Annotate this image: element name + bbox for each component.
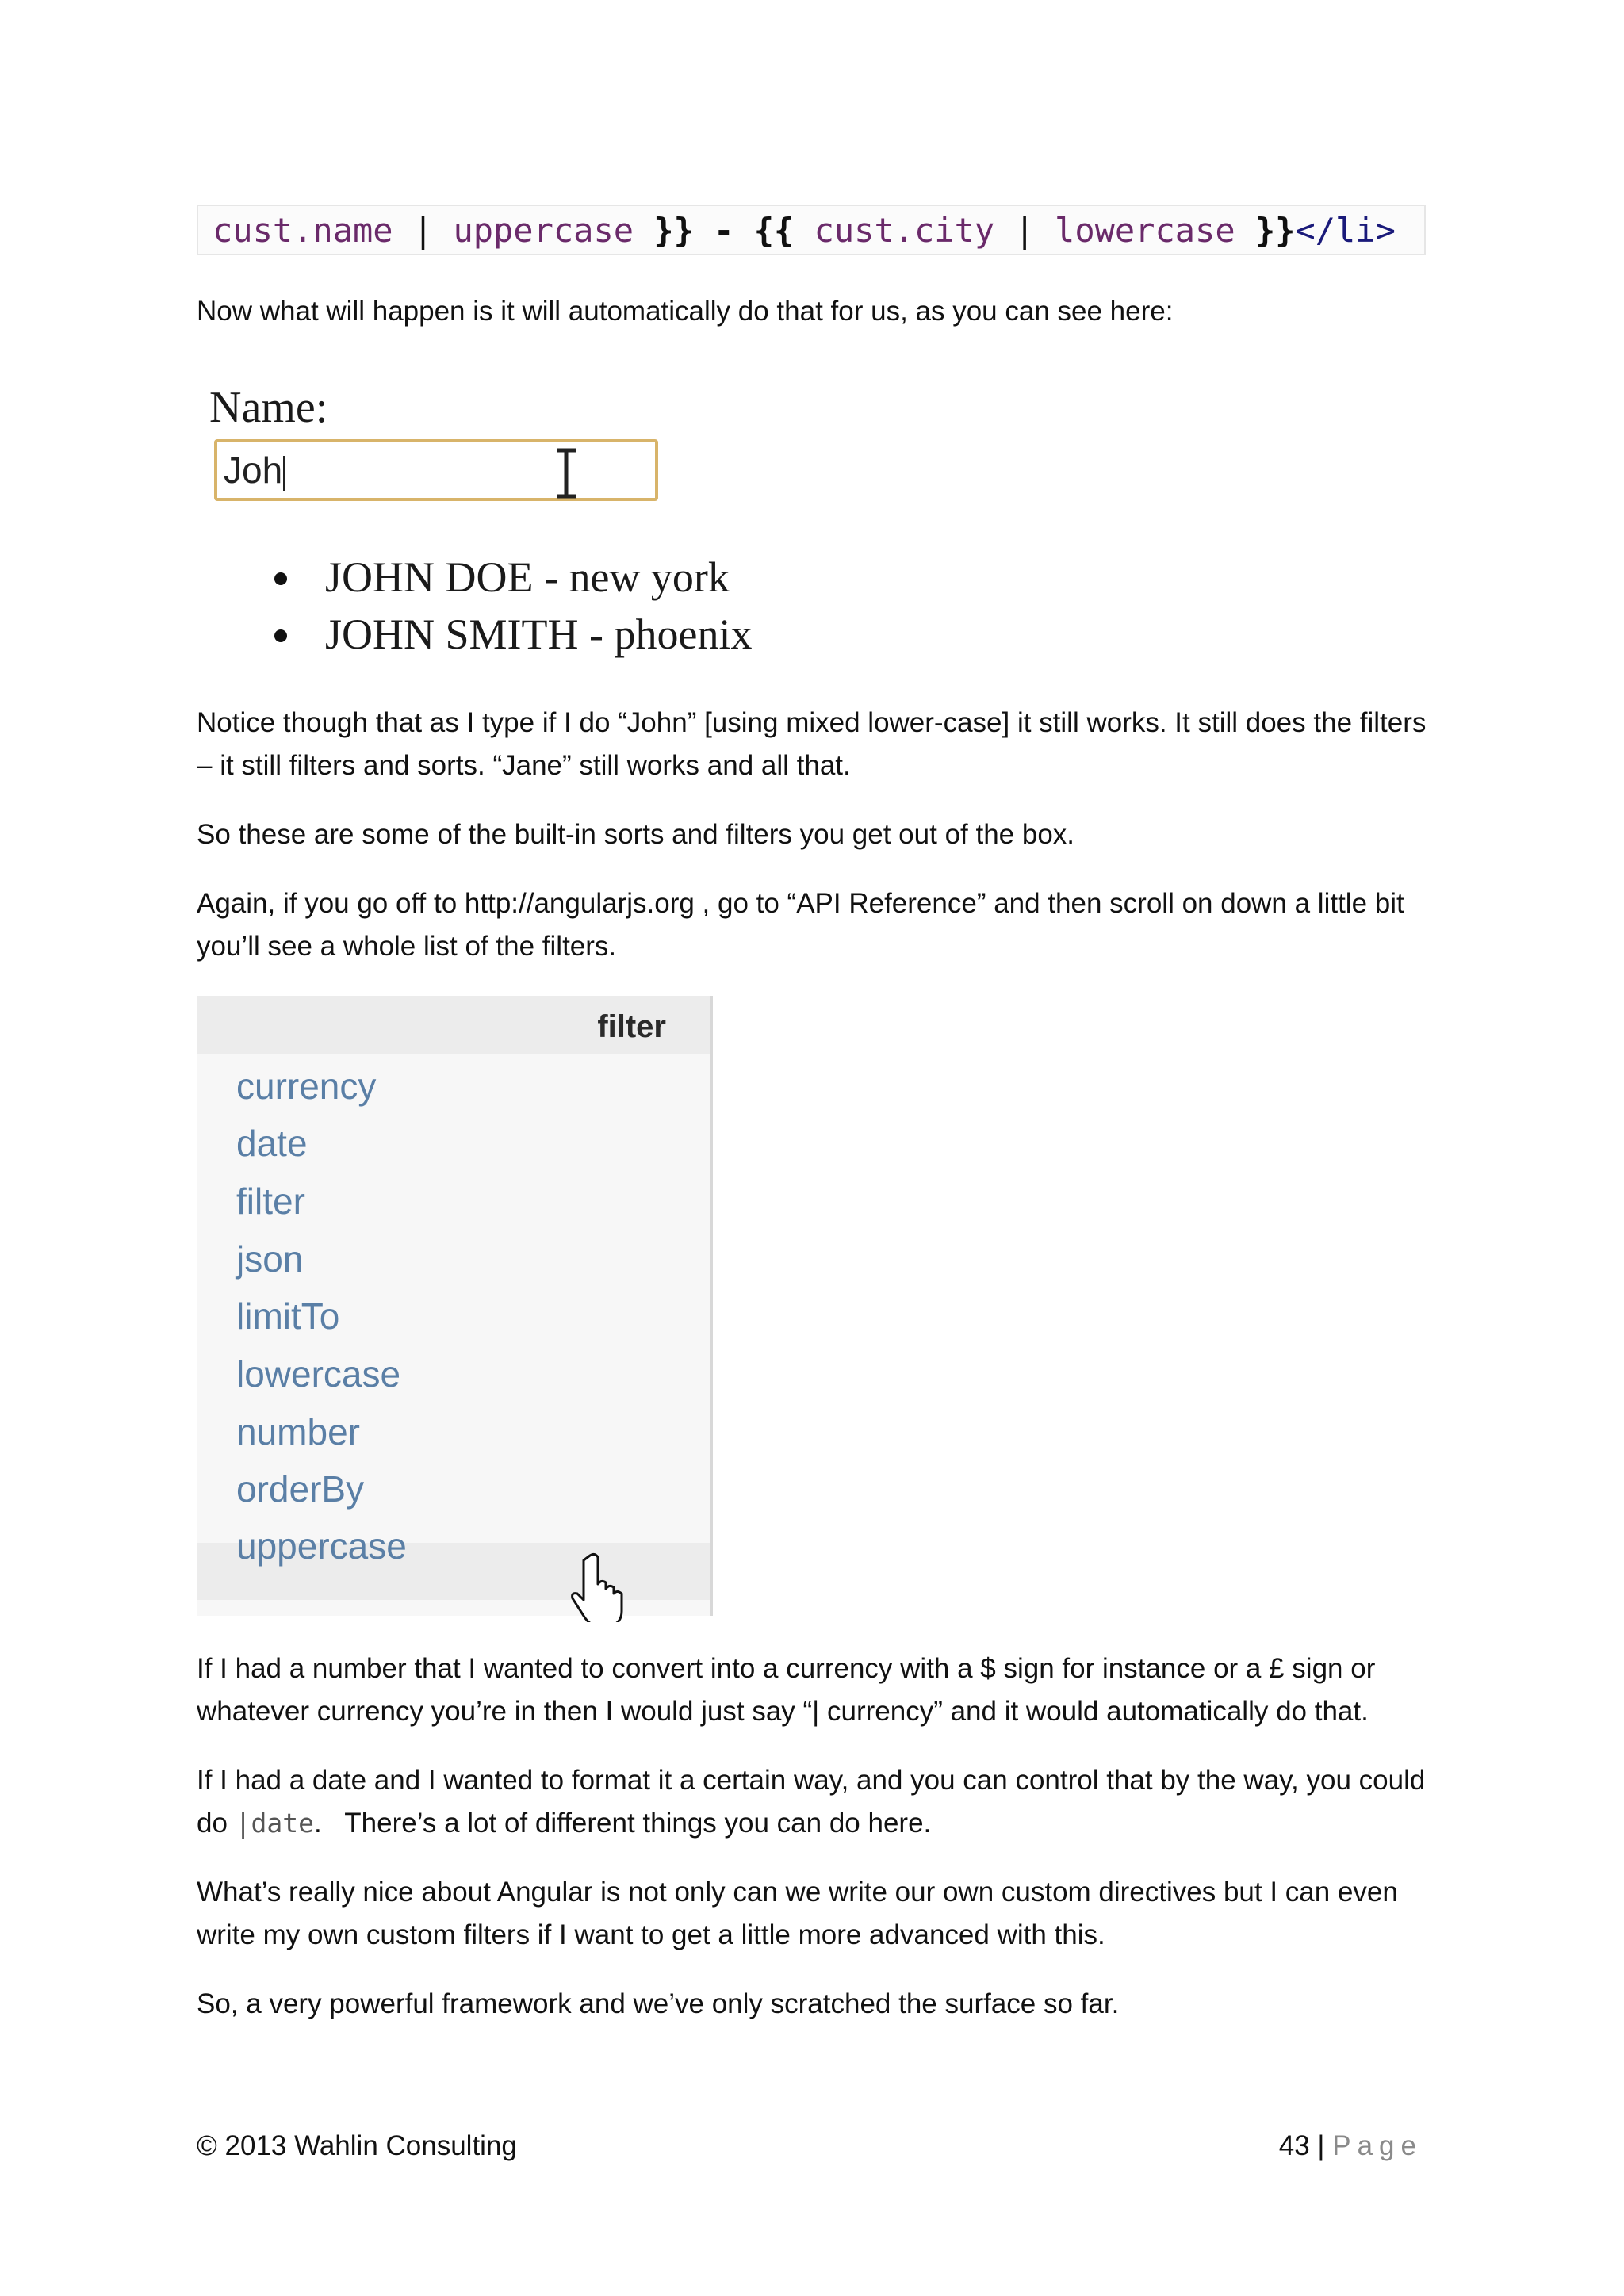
code-token: uppercase <box>453 210 634 250</box>
code-token: lowercase <box>1055 210 1235 250</box>
filter-link[interactable]: filter <box>236 1181 305 1222</box>
code-token: </li> <box>1295 210 1396 250</box>
name-filter-demo-image <box>198 373 793 682</box>
paragraph-text: If I had a date and I wanted to format it a certain way, and you can control that by the way, you could do <box>197 1765 1426 1839</box>
filter-link[interactable]: orderBy <box>236 1468 365 1510</box>
bullet-icon <box>274 629 287 642</box>
footer-page-number <box>1279 2125 1423 2168</box>
hand-pointer-icon <box>569 1551 633 1622</box>
text-caret <box>283 456 285 491</box>
name-input <box>214 439 658 501</box>
result-text: JOHN SMITH - phoenix <box>325 610 753 658</box>
filter-header: filter <box>197 996 710 1054</box>
bullet-icon <box>274 572 287 585</box>
code-token: | <box>393 210 454 250</box>
code-snippet-image <box>197 205 1426 255</box>
paragraph: Again, if you go off to http://angularjs.org , go to “API Reference” and then scroll on down a little bit you’ll see a whole list of the filters. <box>197 888 1404 962</box>
page-number: 43 <box>1278 2130 1310 2161</box>
paragraph: Notice though that as I type if I do “John” [using mixed lower-case] it still works. It still does the filters – it still filters and sorts. “Jane” still works and all that. <box>197 707 1427 781</box>
code-token: }} <box>1235 210 1296 250</box>
code-token: | <box>994 210 1055 250</box>
paragraph-text: . There’s a lot of different things you can do here. <box>314 1808 932 1839</box>
code-token: cust.city <box>814 210 995 250</box>
paragraph: What’s really nice about Angular is not only can we write our own custom directives but I can even write my own custom filters if I want to get a little more advanced with this. <box>197 1877 1398 1950</box>
filter-link[interactable]: lowercase <box>236 1353 401 1395</box>
filter-link[interactable]: limitTo <box>236 1295 340 1337</box>
name-input-value: Joh <box>224 450 283 491</box>
filter-list-image <box>197 996 713 1616</box>
code-token: }} - {{ <box>634 210 814 250</box>
filter-link[interactable]: number <box>236 1411 360 1452</box>
filter-link[interactable]: currency <box>236 1066 377 1107</box>
list-item <box>274 606 752 663</box>
paragraph: So, a very powerful framework and we’ve only scratched the surface so far. <box>197 1988 1120 2019</box>
paragraph: If I had a number that I wanted to convert into a currency with a $ sign for instance or a £ sign or whatever currency you’re in then I would just say “| currency” and it would automatically do that. <box>197 1653 1376 1727</box>
paragraph: So these are some of the built-in sorts and filters you get out of the box. <box>197 819 1075 850</box>
paragraph <box>197 1759 1427 1845</box>
paragraph: Now what will happen is it will automatically do that for us, as you can see here: <box>197 296 1174 327</box>
name-label: Name: <box>209 383 328 432</box>
result-list <box>274 549 752 663</box>
page-separator: | <box>1317 2130 1325 2161</box>
page-word: Page <box>1332 2130 1423 2161</box>
code-token: cust.name <box>213 210 393 250</box>
ibeam-cursor-icon <box>550 447 582 499</box>
inline-code: |date <box>235 1808 314 1839</box>
footer-copyright: © 2013 Wahlin Consulting <box>197 2130 517 2161</box>
filter-link[interactable]: date <box>236 1123 308 1164</box>
result-text: JOHN DOE - new york <box>325 553 730 601</box>
filter-link[interactable]: json <box>236 1238 304 1280</box>
filter-link[interactable]: uppercase <box>236 1525 407 1567</box>
list-item <box>274 549 752 606</box>
